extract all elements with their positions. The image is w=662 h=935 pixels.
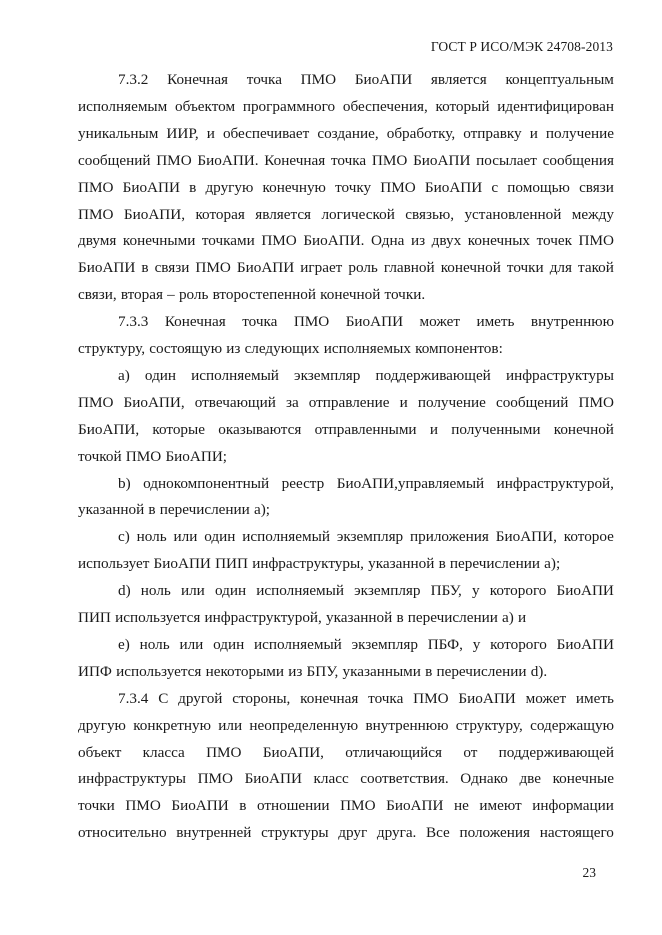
text-line [78,420,614,440]
text-line [78,554,614,574]
word: ПМО [195,259,231,277]
text-line [78,178,614,198]
word: Конечная [164,313,226,331]
word: две [519,770,541,788]
word: БиоАПИ [122,178,180,196]
word: точки [506,259,544,277]
word: инфраструктуры [78,770,186,788]
word: получение [417,393,486,411]
word: от [463,743,478,761]
word: которая [195,205,245,223]
word: с [491,178,499,196]
word: полученными [451,420,541,438]
word: БиоАПИ. [303,232,365,250]
word: отправленными [314,420,417,438]
word: ИИР, [166,124,199,142]
word: ПБУ, [430,582,462,600]
word: иметь [575,689,614,707]
word: объектом [175,97,236,115]
word: ПМО [125,797,161,815]
word: ПМО [300,71,337,88]
word: конечными [122,232,196,250]
word: БиоАПИ [458,689,516,707]
word: класс [313,770,349,788]
word: отвечающий [194,393,276,411]
word: обеспечивает [222,124,310,142]
word: ПМО [78,205,114,223]
word: ПМО [578,393,614,411]
word: а); [253,501,271,519]
word: а) [502,609,514,626]
word: главной [383,259,435,277]
word: которые [152,420,205,438]
word: перечислении [407,609,498,626]
word: оказываются [218,420,302,438]
word: помощью [507,178,570,196]
word: из [226,340,241,357]
word: С [158,689,169,707]
word: конечной [320,286,381,304]
word: ПИП [78,609,111,626]
word: конкретную [133,716,211,734]
word: используется [116,662,202,680]
word: ПМО [156,151,192,169]
word: является [430,71,487,88]
word: исполняемых [323,340,411,357]
word: внутреннюю [365,716,449,734]
word: в [239,797,247,815]
word: экземпляр [351,635,418,653]
word: создание, [317,124,379,142]
word: ПМО [293,313,330,331]
word: указанными [342,662,421,680]
word: конечную [262,178,326,196]
word: отправление [308,393,390,411]
word: указанной [78,501,145,519]
word: ПМО [78,393,114,411]
word: программного [242,97,336,115]
word: перечислении [436,662,527,680]
word: состоящую [149,340,223,357]
word: информации [532,797,614,815]
word: в [141,259,149,277]
text-line [78,662,614,682]
word: конечная [300,689,359,707]
word: БПУ, [306,662,339,680]
word: конечной [440,259,501,277]
text-line [78,205,614,225]
word: сообщений [495,393,569,411]
word: БиоАПИ, [78,420,140,438]
word: или [173,528,198,546]
word: – [167,286,175,304]
word: точки [78,797,115,815]
text-line [118,70,614,90]
word: d) [118,582,131,600]
word: обработку, [386,124,456,142]
word: точка [330,151,367,169]
word: или [218,716,243,734]
word: некоторыми [205,662,285,680]
word: получение [545,124,614,142]
word: может [419,313,460,331]
word: соответствия. [360,770,449,788]
word: другую [205,178,254,196]
word: точку [335,178,372,196]
text-line [78,393,614,413]
word: у [472,582,480,600]
word: роль [178,286,209,304]
word: БиоАПИ, [123,393,185,411]
word: Все [426,824,450,842]
word: а); [544,555,561,573]
word: ПМО [206,743,242,761]
word: ПМО [380,178,416,196]
word: точкой [78,447,122,465]
word: класса [142,743,185,761]
word: идентифицирован [497,97,614,115]
word: и [518,609,527,626]
word: указанной [326,609,393,626]
word: структуру, [78,340,146,357]
word: указанной [368,555,435,573]
word: и [529,124,538,142]
word: e) [118,635,130,653]
word: другой [178,689,223,707]
word: иметь [476,313,515,331]
page-number: 23 [582,865,596,880]
word: структуры [261,824,329,842]
word: положения [459,824,531,842]
word: не [454,797,469,815]
word: ПБФ, [427,635,463,653]
word: у [472,635,481,653]
word: БиоАПИ [171,797,229,815]
word: БиоАПИ [244,770,302,788]
word: или [180,582,205,600]
word: в [189,178,197,196]
word: один [204,528,236,546]
word: логической [321,205,395,223]
word: БиоАПИ [153,555,211,573]
word: ИПФ [78,662,112,680]
word: концептуальным [505,71,614,88]
text-line [78,151,614,171]
word: который [435,97,490,115]
word: точками [201,232,255,250]
word: 7.3.2 [118,71,149,88]
word: ноль [139,635,170,653]
word: внутреннюю [530,313,614,331]
word: БиоАПИ [354,71,413,88]
word: связи [579,178,614,196]
word: ноль [140,582,171,600]
word: за [285,393,299,411]
word: установленной [464,205,562,223]
word: компонентов: [415,340,503,357]
word: такой [578,259,614,277]
word: которого [490,635,547,653]
word: d). [530,662,548,680]
word: поддерживающей [375,366,491,384]
word: точка [246,71,282,88]
word: ПМО [340,797,376,815]
word: конечных [467,232,531,250]
word: исполняемый [242,528,330,546]
text-line [78,500,614,520]
word: БиоАПИ [424,178,483,196]
word: c) [118,528,130,546]
word: вторая [120,286,163,304]
word: перечислении [159,501,250,519]
word: ПМО [78,178,114,196]
word: исполняемый [256,582,344,600]
word: связью, [405,205,455,223]
word: из [410,232,426,250]
word: точка [242,313,278,331]
text-line [78,258,614,278]
word: ПМО [578,232,614,250]
text-line [78,769,614,789]
word: уникальным [78,124,159,142]
word: сообщений [78,151,151,169]
text-line [78,743,614,763]
word: исполняемым [78,97,168,115]
word: точек [536,232,572,250]
word: исполняемый [254,635,342,653]
word: друг [338,824,368,842]
word: Конечная [167,71,229,88]
word: однокомпонентный [143,474,270,492]
word: экземпляр [294,366,361,384]
word: перечислении [449,555,540,573]
word: конечные [552,770,614,788]
word: а) [118,366,130,384]
word: внутренней [176,824,252,842]
word: может [525,689,567,707]
word: в [438,555,446,573]
word: ноль [136,528,167,546]
word: неопределенную [249,716,359,734]
document-header: ГОСТ Р ИСО/МЭК 24708-2013 [430,39,613,54]
text-line [78,97,614,117]
word: БиоАПИ; [165,447,228,465]
word: которого [489,582,547,600]
word: следующих [244,340,320,357]
word: реестр [281,474,325,492]
word: ПМО [371,151,408,169]
word: отличающийся [345,743,443,761]
word: из [288,662,303,680]
word: БиоАПИ [236,259,295,277]
word: используется [115,609,201,626]
text-line [78,285,614,305]
word: БиоАПИ,управляемый [336,474,485,492]
word: и [429,420,438,438]
word: БиоАПИ. [197,151,259,169]
word: в [425,662,433,680]
word: связи, [78,286,117,304]
word: является [255,205,312,223]
word: роль [348,259,378,277]
text-line [118,527,614,547]
word: в [148,501,156,519]
word: приложения [410,528,489,546]
word: ПМО [261,232,297,250]
word: БиоАПИ, [262,743,324,761]
text-line [78,796,614,816]
text-line [78,608,614,628]
word: которое [563,528,614,546]
word: исполняемый [191,366,279,384]
word: БиоАПИ [556,582,614,600]
word: b) [118,474,131,492]
word: структуру, [455,716,523,734]
text-line [118,635,614,655]
word: другую [78,716,126,734]
word: в [396,609,404,626]
word: друга. [376,824,417,842]
word: БиоАПИ, [495,528,557,546]
word: Одна [371,232,405,250]
word: БиоАПИ, [123,205,186,223]
word: 7.3.3 [118,313,149,331]
word: сообщения [542,151,614,169]
word: точки. [384,286,426,304]
text-line [78,124,614,144]
word: инфраструктуры [505,366,614,384]
word: стороны, [232,689,291,707]
word: один [213,635,245,653]
word: ПМО [413,689,449,707]
word: ПИП [215,555,248,573]
word: использует [78,555,150,573]
word: ПМО [125,447,162,465]
word: экземпляр [354,582,421,600]
word: второстепенной [212,286,316,304]
word: один [214,582,247,600]
word: конечной [553,420,614,438]
text-line [78,823,614,843]
word: настоящего [539,824,614,842]
word: инфраструктуры, [252,555,364,573]
word: инфраструктурой, [496,474,614,492]
word: один [144,366,177,384]
word: между [571,205,614,223]
word: играет [300,259,343,277]
word: или [179,635,204,653]
word: БиоАПИ [345,313,404,331]
text-line [78,231,614,251]
word: экземпляр [336,528,404,546]
word: связи [154,259,190,277]
text-line [78,716,614,736]
text-line [78,339,614,359]
word: отправку [463,124,522,142]
word: инфраструктурой, [204,609,322,626]
text-line [78,447,614,467]
word: БиоАПИ [413,151,471,169]
word: содержащую [530,716,614,734]
word: имеют [479,797,522,815]
text-line [118,312,614,332]
word: точка [368,689,404,707]
text-line [118,474,614,494]
text-line [118,366,614,386]
word: для [549,259,572,277]
word: двумя [78,232,117,250]
word: БиоАПИ [78,259,136,277]
word: БиоАПИ [556,635,614,653]
word: посылает [476,151,537,169]
word: Однако [460,770,508,788]
word: 7.3.4 [118,689,149,707]
word: объект [78,743,122,761]
word: относительно [78,824,167,842]
word: отношении [256,797,330,815]
text-line [118,581,614,601]
word: и [206,124,215,142]
word: Конечная [264,151,326,169]
text-line [118,689,614,709]
word: БиоАПИ [386,797,444,815]
word: ПМО [197,770,234,788]
word: поддерживающей [498,743,614,761]
word: двух [431,232,462,250]
word: обеспечения, [342,97,428,115]
word: и [399,393,408,411]
